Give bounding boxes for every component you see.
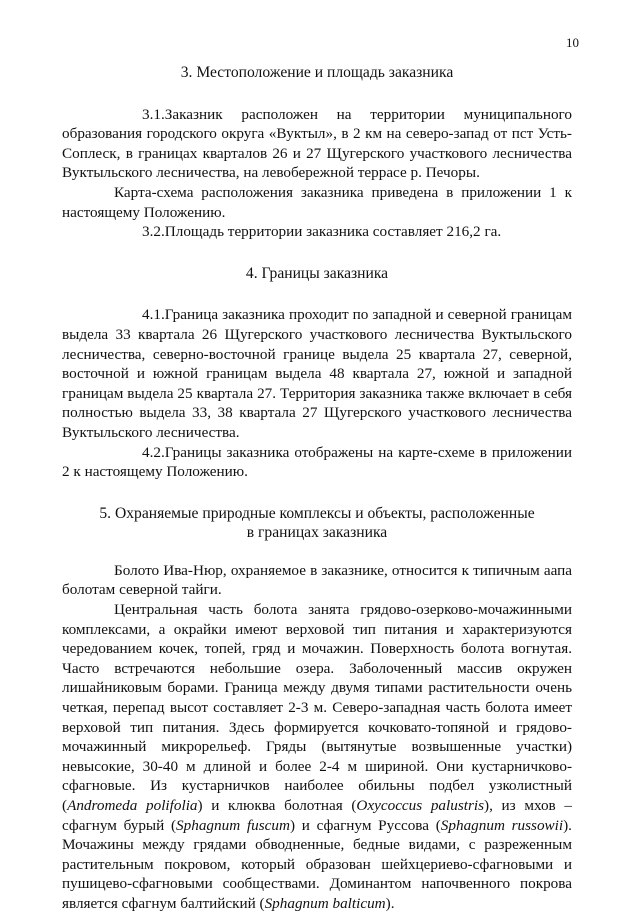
paragraph-3-2: 3.2.Площадь территории заказника составляет 216,2 га. [62, 222, 572, 242]
clause-number: 3.1. [142, 105, 165, 123]
clause-number: 4.1. [142, 306, 165, 324]
paragraph-4-1: 4.1.Граница заказника проходит по западной и северной границам выдела 33 квартала 26 Щугерского участкового лесничества Вуктыльского лесничества, северно-восточной границе выдела 25 квартала 27, северной, восточной и южной границам выдела 48 квартала 27, южной и западной границам выдела 25 квартала 27. Территория заказника также включает в себя полностью выдела 33, 38 квартала 27 Щугерского участкового лесничества Вуктыльского лесничества. [62, 306, 572, 441]
latin-name: Sphagnum russowii [440, 816, 564, 834]
clause-number: 4.2. [142, 443, 165, 461]
clause-number: 3.2. [142, 223, 165, 241]
latin-name: Andromeda polifolia [67, 797, 198, 814]
section-5-heading-line-1: 5. Охраняемые природные комплексы и объекты, расположенные [99, 504, 535, 522]
section-4-heading: 4. Границы заказника [245, 264, 389, 282]
section-5-heading-line-2: в границах заказника [246, 524, 388, 542]
section-3-heading: 3. Местоположение и площадь заказника [180, 64, 454, 81]
latin-name: Sphagnum balticum [264, 894, 386, 912]
document-body [62, 63, 572, 914]
paragraph-4-2: 4.2.Границы заказника отображены на карте-схеме в приложении 2 к настоящему Положению. [62, 443, 572, 481]
paragraph-3-1: 3.1.Заказник расположен на территории муниципального образования городского округа «Вуктыл», в 2 км на северо-запад от пст Усть-Соплеск, в границах кварталов 26 и 27 Щугерского участкового лесничества Вуктыльского лесничества, на левобережной террасе р. Печоры. [62, 105, 572, 182]
latin-name: Oxycoccus palustris [356, 797, 485, 814]
latin-name: Sphagnum fuscum [176, 816, 290, 834]
page-number: 10 [566, 35, 579, 50]
paragraph-5-2: Центральная часть болота занята грядово-озерково-мочажинными комплексами, а окрайки имеют верховой тип питания и характеризуются чередованием кочек, топей, гряд и мочажин. Поверхность болота вогнутая. Часто встречаются небольшие озера. Заболоченный массив окружен лишайниковым борами. Граница между двумя типами растительности очень четкая, перепад высот составляет 2-3 м. Северо-западная часть болота имеет верховой тип питания. Здесь формируется кочковато-топяной и грядово-мочажинный микрорельеф. Гряды (вытянутые возвышенные участки) невысокие, 30-40 м длиной и более 2-4 м шириной. Они кустарничково-сфагновые. Из кустарничков наиболее обильны подбел узколистный (Andromeda polifolia) и клюква болотная (Oxycoccus palustris), из мхов – сфагнум бурый (Sphagnum fuscum) и сфагнум Руссова (Sphagnum russowii). Мочажины между грядами обводненные, бедные видами, с разреженным растительным покровом, который образован шейхцериево-сфагновыми и пушицево-сфагновыми сообществами. Доминантом напочвенного покрова является сфагнум балтийский (Sphagnum balticum). [62, 601, 572, 912]
paragraph-5-1: Болото Ива-Нюр, охраняемое в заказнике, относится к типичным аапа болотам северной тайги. [62, 561, 572, 599]
paragraph-3-1-map: Карта-схема расположения заказника приведена в приложении 1 к настоящему Положению. [62, 183, 572, 221]
